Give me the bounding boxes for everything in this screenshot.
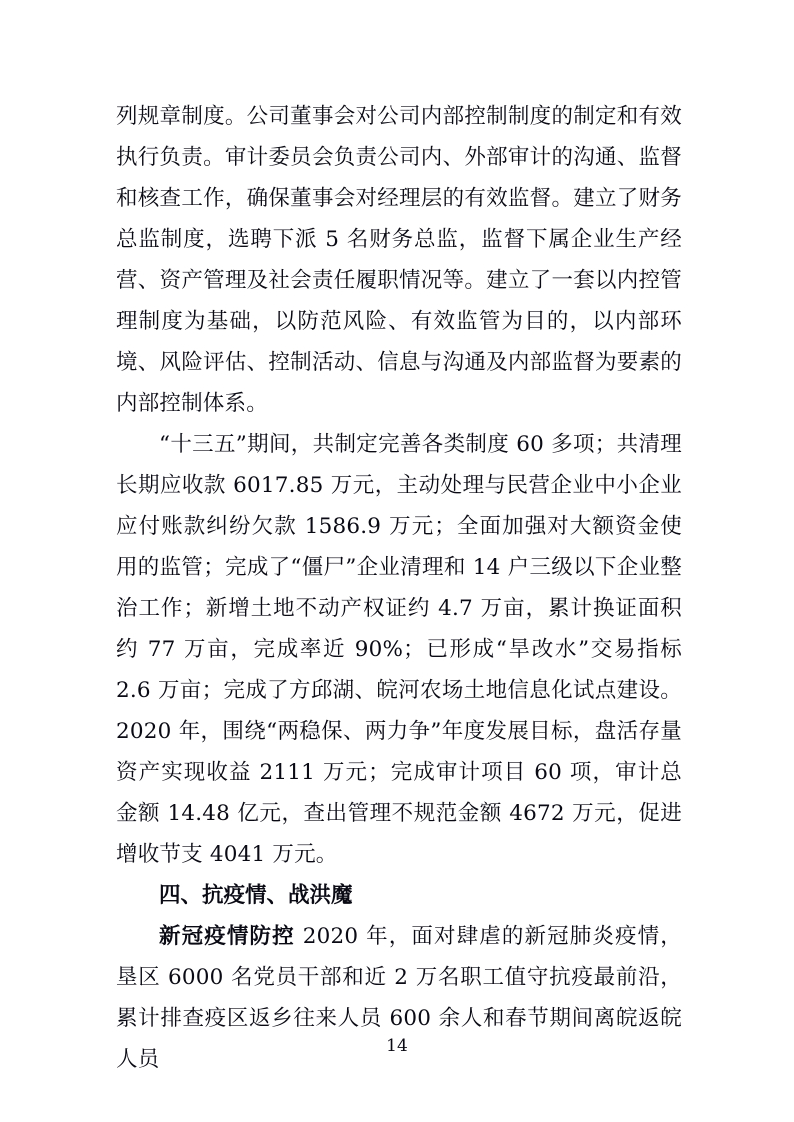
paragraph-135-period: “十三五”期间，共制定完善各类制度 60 多项；共清理长期应收款 6017.85 万元，主动处理与民营企业中小企业应付账款纠纷欠款 1586.9 万元；全面加强对大额资金使用的监管；完成了“僵尸”企业清理和 14 户三级以下企业整治工作；新增土地不动产权证约 4.7 万亩，累计换证面积约 77 万亩，完成率近 90%；已形成“旱改水”交易指标 2.6 万亩；完成了方邱湖、皖河农场土地信息化试点建设。2020 年，围绕“两稳保、两力争”年度发展目标，盘活存量资产实现收益 2111 万元；完成审计项目 60 项，审计总金额 14.48 亿元，查出管理不规范金额 4672 万元，促进增收节支 4041 万元。 — [116, 432, 682, 867]
page-number: 14 — [386, 1036, 408, 1056]
paragraph-lead-label: 新冠疫情防控 — [159, 924, 295, 949]
page-content — [116, 96, 682, 1080]
section-heading-four: 四、抗疫情、战洪魔 — [159, 883, 353, 908]
paragraph-epidemic-text: 2020 年，面对肆虐的新冠肺炎疫情，垦区 6000 名党员干部和近 2 万名职工值守抗疫最前沿，累计排查疫区返乡往来人员 600 余人和春节期间离皖返皖人员 — [116, 924, 682, 1072]
paragraph-internal-control: 列规章制度。公司董事会对公司内部控制制度的制定和有效执行负责。审计委员会负责公司内、外部审计的沟通、监督和核查工作，确保董事会对经理层的有效监督。建立了财务总监制度，选聘下派 5 名财务总监，监督下属企业生产经营、资产管理及社会责任履职情况等。建立了一套以内控管理制度为基础，以防范风险、有效监管为目的，以内部环境、风险评估、控制活动、信息与沟通及内部监督为要素的内部控制体系。 — [116, 104, 682, 416]
